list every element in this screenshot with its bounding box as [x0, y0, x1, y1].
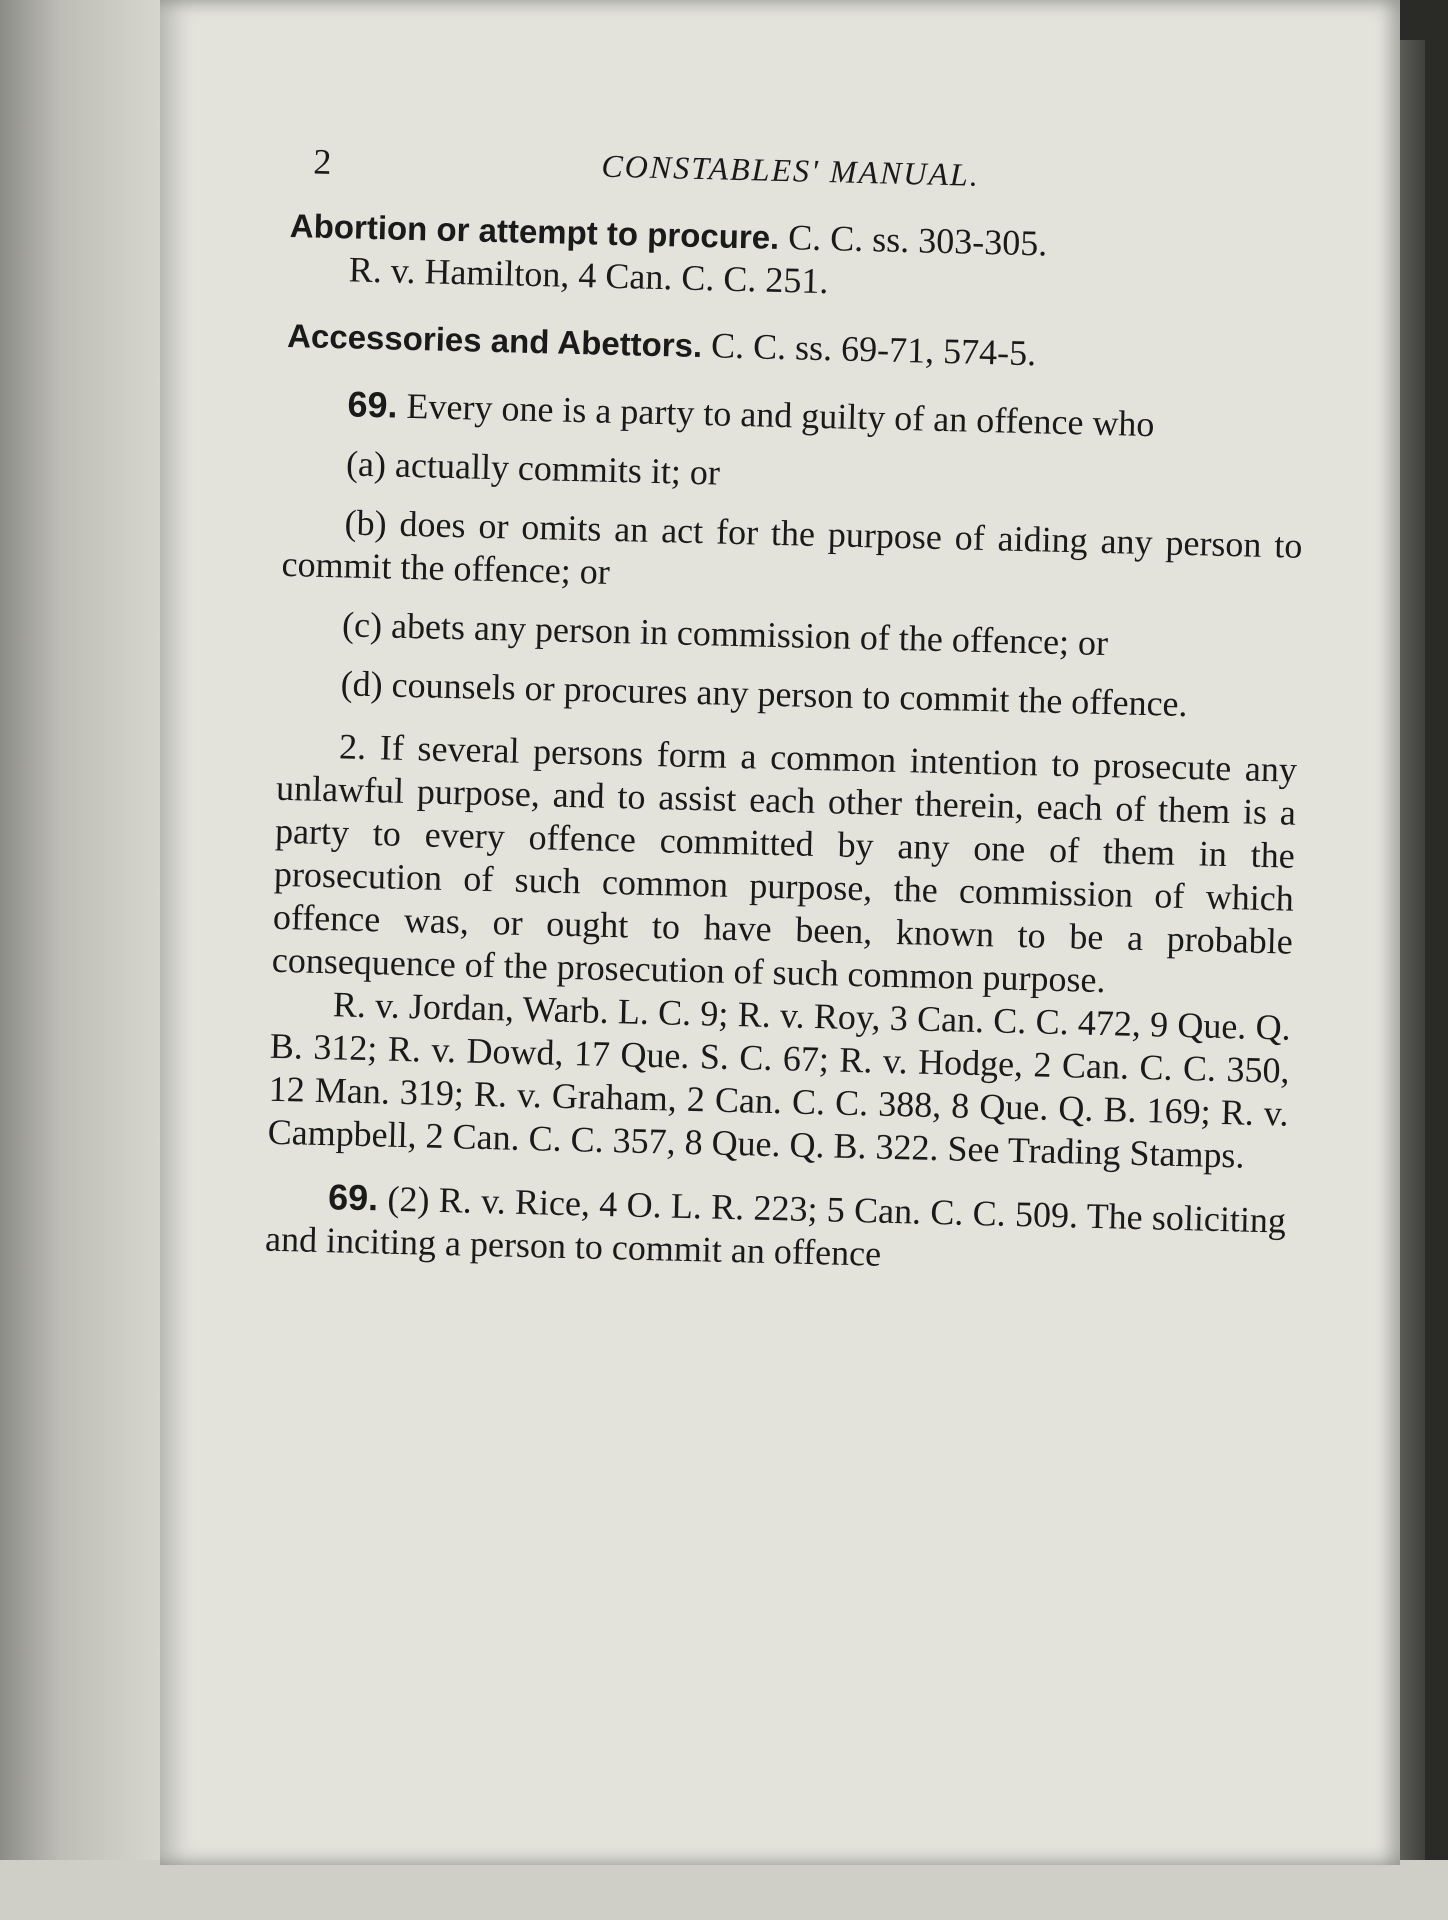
- case-references: R. v. Jordan, Warb. L. C. 9; R. v. Roy, 3 Can. C. C. 472, 9 Que. Q. B. 312; R. v. Dowd, 17 Que. S. C. 67; R. v. Hodge, 2 Can. C. C. 350, 12 Man. 319; R. v. Graham, 2 Can. C. C. 388, 8 Que. Q. B. 169; R. v. Campbell, 2 Can. C. C. 357, 8 Que. Q. B. 322. See Trading Stamps.: [267, 984, 1292, 1176]
- entry-heading-line: [287, 314, 1308, 382]
- section-intro-text: Every one is a party to and guilty of an offence who: [406, 385, 1155, 445]
- entry-citation: C. C. ss. 303-305.: [787, 217, 1048, 264]
- clause-label: (d): [340, 663, 384, 705]
- running-title: CONSTABLES' MANUAL.: [601, 147, 981, 193]
- clause-c: [280, 602, 1301, 670]
- book-spine-edge: [0, 0, 170, 1920]
- clause-text: does or omits an act for the purpose of aiding any person to commit the offence; or: [281, 503, 1303, 592]
- entry-citation: C. C. ss. 69-71, 574-5.: [710, 325, 1037, 374]
- page-number: 2: [312, 141, 332, 182]
- entry-heading: Abortion or attempt to procure.: [289, 206, 780, 256]
- clause-a: [284, 441, 1305, 509]
- clause-text: counsels or procures any person to commit the offence.: [391, 664, 1189, 725]
- clause-label: (a): [345, 443, 387, 485]
- page-content: [265, 140, 1312, 1286]
- clause-text: abets any person in commission of the offence; or: [390, 605, 1109, 664]
- page-bottom-edge: [0, 1860, 1448, 1920]
- clause-d: [278, 661, 1299, 729]
- section-69-intro: [285, 381, 1306, 450]
- entry-heading: Accessories and Abettors.: [286, 316, 703, 365]
- entry-abortion: [288, 204, 1310, 315]
- clause-label: (c): [341, 604, 383, 646]
- clause-text: actually commits it; or: [394, 444, 721, 493]
- clause-b: [281, 500, 1303, 611]
- entry-accessories: [287, 314, 1308, 382]
- section-number: 69.: [327, 1176, 379, 1219]
- section-number: 69.: [347, 383, 399, 426]
- entry-reference: R. v. Hamilton, 4 Can. C. C. 251.: [348, 249, 829, 302]
- subsection-2: 2. If several persons form a common intention to prosecute any unlawful purpose, and to assist each other therein, each of them is a party to every offence committed by any one of them in the prosecution of such common purpose, the commission of which offence was, or ought to have been, known to be a probable consequence of the prosecution of such common purpose.: [271, 726, 1298, 1001]
- clause-label: (b): [344, 502, 388, 544]
- note-text: (2) R. v. Rice, 4 O. L. R. 223; 5 Can. C. C. 509. The soliciting and inciting a person to commit an offence: [264, 1178, 1287, 1274]
